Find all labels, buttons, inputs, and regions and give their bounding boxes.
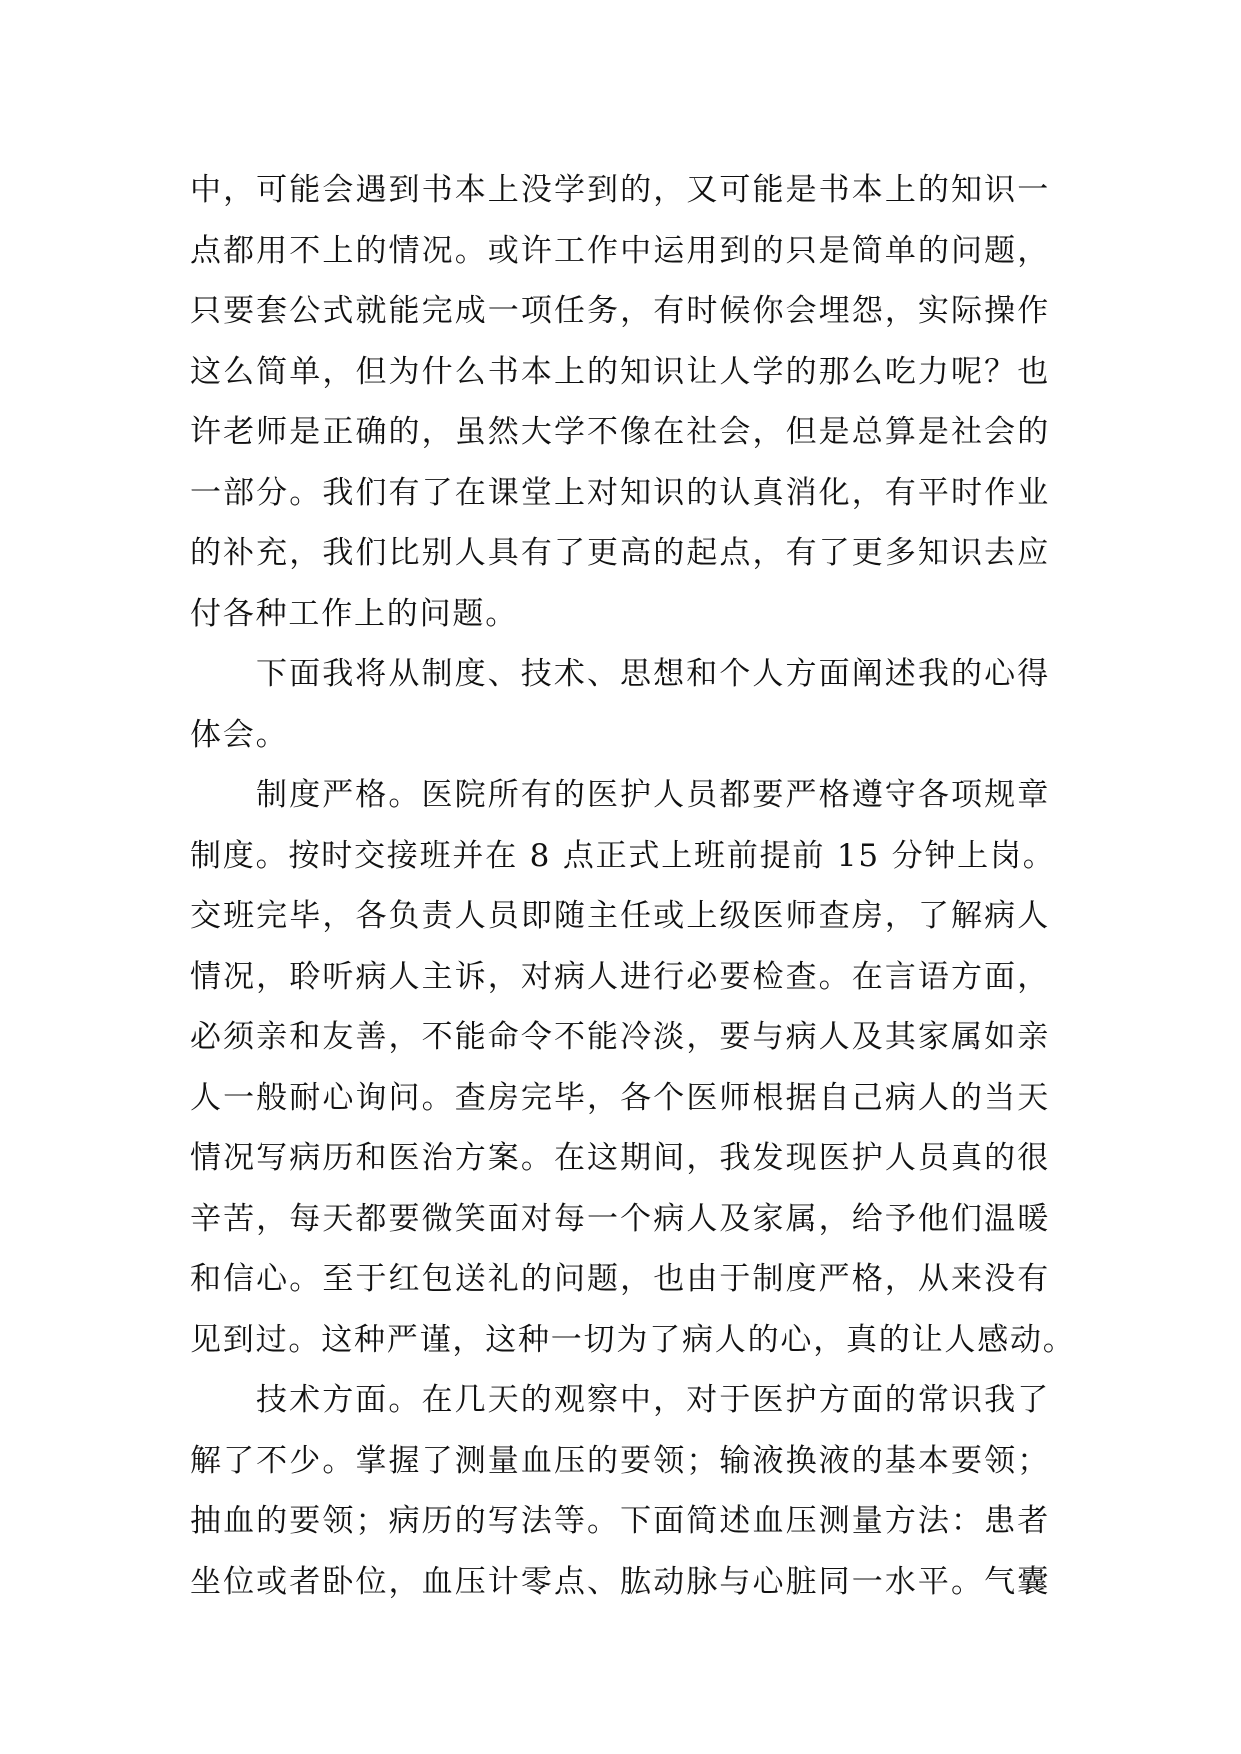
paragraph-first-line: 制度严格。医院所有的医护人员都要严格遵守各项规章	[256, 777, 1050, 813]
text-line: 情况，聆听病人主诉，对病人进行必要检查。在言语方面，	[190, 958, 1050, 995]
text-line: 交班完毕，各负责人员即随主任或上级医师查房，了解病人	[190, 898, 1050, 934]
body-text	[190, 160, 1076, 1612]
text-line: 必须亲和友善，不能命令不能冷淡，要与病人及其家属如亲	[190, 1019, 1050, 1055]
text-line: 辛苦，每天都要微笑面对每一个病人及家属，给予他们温暖	[190, 1200, 1050, 1237]
text-line: 情况写病历和医治方案。在这期间，我发现医护人员真的很	[190, 1140, 1050, 1176]
text-line: 体会。	[190, 716, 289, 753]
text-line: 和信心。至于红包送礼的问题，也由于制度严格，从来没有	[190, 1261, 1050, 1297]
text-line: 点都用不上的情况。或许工作中运用到的只是简单的问题，	[190, 232, 1050, 269]
text-line: 见到过。这种严谨，这种一切为了病人的心，真的让人感动。	[190, 1321, 1076, 1358]
text-line: 一部分。我们有了在课堂上对知识的认真消化，有平时作业	[190, 474, 1050, 511]
text-line: 这么简单，但为什么书本上的知识让人学的那么吃力呢？也	[190, 353, 1050, 390]
paragraph-first-line: 技术方面。在几天的观察中，对于医护方面的常识我了	[256, 1382, 1050, 1418]
text-line: 解了不少。掌握了测量血压的要领；输液换液的基本要领；	[190, 1442, 1050, 1479]
text-line: 抽血的要领；病历的写法等。下面简述血压测量方法：患者	[190, 1503, 1050, 1539]
text-line: 坐位或者卧位，血压计零点、肱动脉与心脏同一水平。气囊	[190, 1563, 1050, 1600]
text-line: 许老师是正确的，虽然大学不像在社会，但是总算是社会的	[190, 414, 1050, 450]
text-line: 中，可能会遇到书本上没学到的，又可能是书本上的知识一	[190, 172, 1050, 208]
text-line: 制度。按时交接班并在 8 点正式上班前提前 15 分钟上岗。	[190, 837, 1056, 874]
text-line: 的补充，我们比别人具有了更高的起点，有了更多知识去应	[190, 535, 1050, 571]
paragraph-first-line: 下面我将从制度、技术、思想和个人方面阐述我的心得	[256, 656, 1050, 692]
text-line: 只要套公式就能完成一项任务，有时候你会埋怨，实际操作	[190, 293, 1050, 329]
text-line: 人一般耐心询问。查房完毕，各个医师根据自己病人的当天	[190, 1079, 1050, 1116]
text-line: 付各种工作上的问题。	[190, 595, 518, 632]
